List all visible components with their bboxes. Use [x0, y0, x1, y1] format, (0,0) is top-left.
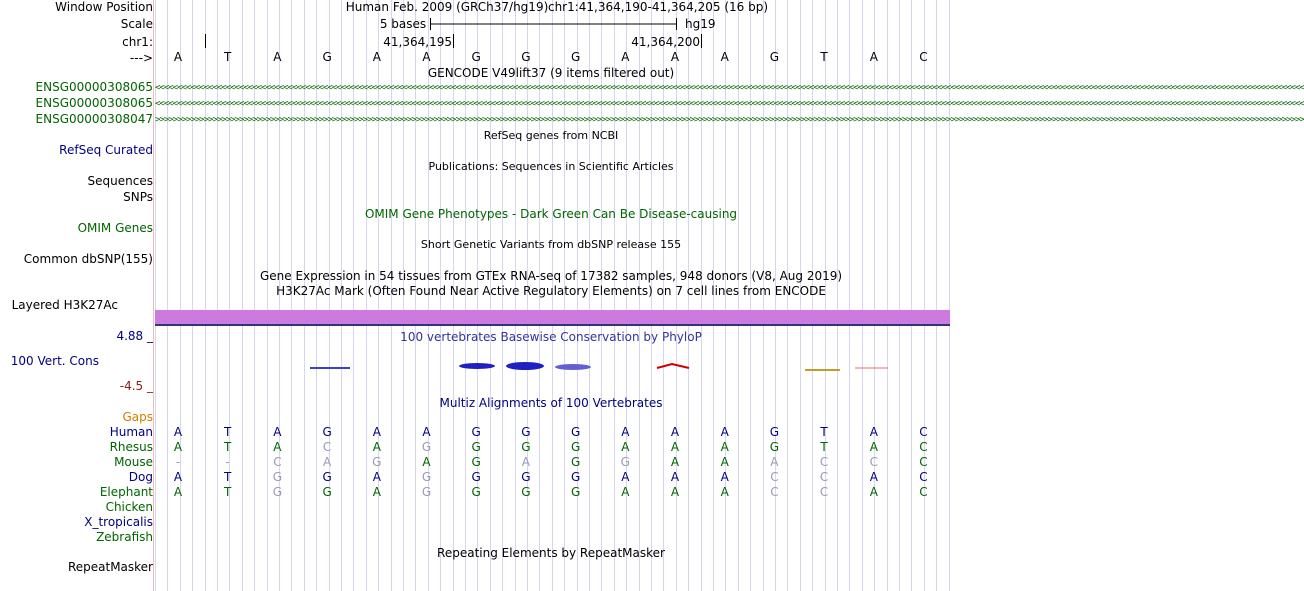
- cons-label[interactable]: 100 Vert. Cons: [10, 354, 99, 368]
- alignment-base: G: [421, 440, 432, 454]
- alignment-base: C: [919, 455, 928, 469]
- species-label-chicken[interactable]: Chicken: [105, 500, 153, 514]
- alignment-base: G: [521, 470, 531, 484]
- h3k27ac-baseline: [155, 324, 950, 326]
- alignment-base: C: [770, 470, 779, 484]
- alignment-base: G: [272, 485, 283, 499]
- cons-max-label: 4.88 _: [116, 329, 153, 343]
- coordinate-ticks: [155, 34, 950, 49]
- alignment-base: A: [670, 455, 680, 469]
- sequences-label[interactable]: Sequences: [87, 174, 153, 188]
- sequence-base: T: [224, 50, 232, 64]
- alignment-base: G: [471, 455, 481, 469]
- alignment-base: G: [272, 470, 283, 484]
- sequence-base: C: [919, 50, 928, 64]
- alignment-base: G: [471, 485, 481, 499]
- sequence-base: A: [422, 50, 431, 64]
- sequence-base: A: [173, 50, 183, 64]
- cons-min-label: -4.5 _: [119, 379, 153, 393]
- alignment-base: A: [422, 425, 431, 439]
- alignment-base: G: [570, 470, 581, 484]
- alignment-base: G: [570, 455, 581, 469]
- alignment-base: A: [621, 485, 630, 499]
- scale-db: hg19: [685, 17, 716, 31]
- species-label-elephant[interactable]: Elephant: [99, 485, 153, 499]
- gene-label-1[interactable]: ENSG00000308065: [35, 80, 153, 94]
- alignment-base: -: [175, 455, 181, 469]
- gtex-title: Gene Expression in 54 tissues from GTEx RNA-seq of 17382 samples, 948 donors (V8, Aug 2019): [259, 269, 843, 283]
- alignment-base: G: [521, 425, 531, 439]
- species-label-mouse[interactable]: Mouse: [114, 455, 153, 469]
- alignment-base: G: [421, 485, 432, 499]
- phylop-title: 100 vertebrates Basewise Conservation by PhyloP: [400, 330, 702, 344]
- multiz-title: Multiz Alignments of 100 Vertebrates: [439, 396, 663, 410]
- alignment-base: G: [769, 425, 780, 439]
- gencode-title: GENCODE V49lift37 (9 items filtered out): [427, 66, 675, 80]
- alignment-base: A: [869, 425, 878, 439]
- alignment-base: C: [273, 455, 282, 469]
- alignment-base: A: [670, 440, 680, 454]
- strand-arrow-label: --->: [129, 51, 153, 65]
- alignment-base: -: [225, 455, 230, 469]
- sequence-base: G: [769, 50, 780, 64]
- repeatmasker-title: Repeating Elements by RepeatMasker: [437, 546, 665, 560]
- coordinate-label-2: 41,364,200: [631, 35, 700, 49]
- alignment-base: A: [670, 470, 680, 484]
- track-labels: [0, 0, 153, 591]
- scale-label: Scale: [120, 17, 153, 31]
- alignment-base: A: [372, 440, 381, 454]
- alignment-base: C: [919, 470, 928, 484]
- sequence-base: G: [471, 50, 481, 64]
- alignment-base: A: [521, 455, 530, 469]
- refseq-title: RefSeq genes from NCBI: [483, 129, 619, 142]
- alignment-base: A: [372, 425, 381, 439]
- alignment-base: A: [670, 425, 680, 439]
- alignment-base: A: [720, 440, 729, 454]
- species-label-rhesus[interactable]: Rhesus: [109, 440, 153, 454]
- sequence-base: A: [720, 50, 729, 64]
- alignment-base: A: [173, 425, 183, 439]
- species-label-zebrafish[interactable]: Zebrafish: [96, 530, 153, 544]
- gaps-label[interactable]: Gaps: [122, 410, 153, 424]
- sequence-base: A: [869, 50, 878, 64]
- alignment-base: A: [720, 485, 729, 499]
- h3k27ac-label[interactable]: Layered H3K27Ac: [11, 298, 118, 312]
- alignment-base: C: [819, 470, 829, 484]
- refseq-label[interactable]: RefSeq Curated: [59, 143, 153, 157]
- omim-label[interactable]: OMIM Genes: [77, 221, 153, 235]
- alignment-base: G: [322, 485, 332, 499]
- alignment-base: G: [521, 440, 531, 454]
- coordinate-label-1: 41,364,195: [383, 35, 452, 49]
- gene-arrows-2[interactable]: <<<<<<<<<<<<<<<<<<<<<<<<<<<<<<<<<<<<<<<<<<<<<<<<<<<<<<<<<<<<<<<<<<<<<<<<<<<<<<<<<<<<<<<<<<<<<<<<<<<<<<<<<<<<<<<<<<<<<<<<<<<<<<<<<<<<<<<<<<<<<<<<<<<<<<<<<<<<<<<<<<<<<<<<<<<<<<<<<<<<<<<<<<<<<<<<<<<<<<<<<<<<<<<<<<<<<<<<<<<<<<<<<<<<<<<<<<<<<<<<<<<<<<<<<<<<<<<<<<<<: [155, 99, 1304, 109]
- sequence-base: G: [322, 50, 332, 64]
- sequence-base: A: [670, 50, 680, 64]
- chr-label: chr1:: [122, 35, 153, 49]
- gene-arrows-1[interactable]: <<<<<<<<<<<<<<<<<<<<<<<<<<<<<<<<<<<<<<<<<<<<<<<<<<<<<<<<<<<<<<<<<<<<<<<<<<<<<<<<<<<<<<<<<<<<<<<<<<<<<<<<<<<<<<<<<<<<<<<<<<<<<<<<<<<<<<<<<<<<<<<<<<<<<<<<<<<<<<<<<<<<<<<<<<<<<<<<<<<<<<<<<<<<<<<<<<<<<<<<<<<<<<<<<<<<<<<<<<<<<<<<<<<<<<<<<<<<<<<<<<<<<<<<<<<<<<<<<<<<: [155, 83, 1304, 93]
- alignment-base: G: [421, 470, 432, 484]
- repeatmasker-label[interactable]: RepeatMasker: [67, 560, 153, 574]
- window-position-text: chr1:41,364,190-41,364,205 (16 bp): [547, 0, 769, 14]
- label-separator: [153, 0, 154, 591]
- alignment-base: A: [869, 440, 878, 454]
- alignment-base: C: [869, 455, 878, 469]
- dbsnp-label[interactable]: Common dbSNP(155): [23, 252, 153, 266]
- alignment-base: G: [570, 425, 581, 439]
- alignment-base: A: [720, 425, 729, 439]
- alignment-base: A: [621, 470, 630, 484]
- alignment-base: A: [372, 470, 381, 484]
- phylop-logo: [155, 355, 950, 375]
- alignment-base: A: [869, 470, 878, 484]
- alignment-base: A: [173, 440, 183, 454]
- h3k27ac-signal-bar[interactable]: [155, 310, 950, 324]
- alignment-base: A: [273, 425, 282, 439]
- species-label-x-tropicalis[interactable]: X_tropicalis: [84, 515, 153, 529]
- sequence-base: A: [372, 50, 381, 64]
- alignment-base: T: [224, 470, 232, 484]
- alignment-base: A: [322, 455, 332, 469]
- snps-label[interactable]: SNPs: [123, 190, 153, 204]
- alignment-base: C: [819, 455, 829, 469]
- alignment-base: A: [770, 455, 779, 469]
- assembly-title: Human Feb. 2009 (GRCh37/hg19): [345, 0, 549, 14]
- alignment-base: A: [621, 440, 630, 454]
- alignment-base: G: [570, 440, 581, 454]
- alignment-base: A: [422, 455, 431, 469]
- scale-bar: [155, 17, 950, 31]
- alignment-base: G: [620, 455, 630, 469]
- alignment-base: T: [224, 485, 232, 499]
- alignment-base: A: [173, 485, 183, 499]
- alignment-base: C: [919, 485, 928, 499]
- alignment-base: A: [670, 485, 680, 499]
- publications-title: Publications: Sequences in Scientific Articles: [428, 160, 674, 173]
- alignment-base: C: [819, 485, 829, 499]
- alignment-base: G: [471, 425, 481, 439]
- scale-bar-text: 5 bases: [379, 17, 427, 31]
- alignment-base: G: [769, 440, 780, 454]
- alignment-base: A: [720, 470, 729, 484]
- alignment-base: T: [820, 440, 828, 454]
- alignment-base: T: [224, 425, 232, 439]
- species-label-dog[interactable]: Dog: [128, 470, 153, 484]
- h3k27ac-title: H3K27Ac Mark (Often Found Near Active Regulatory Elements) on 7 cell lines from ENCODE: [276, 284, 826, 298]
- alignment-base: G: [570, 485, 581, 499]
- alignment-base: T: [820, 425, 828, 439]
- gene-label-3[interactable]: ENSG00000308047: [35, 112, 153, 126]
- window-position-label: Window Position: [55, 0, 153, 14]
- gene-arrows-3[interactable]: >>>>>>>>>>>>>>>>>>>>>>>>>>>>>>>>>>>>>>>>>>>>>>>>>>>>>>>>>>>>>>>>>>>>>>>>>>>>>>>>>>>>>>>>>>>>>>>>>>>>>>>>>>>>>>>>>>>>>>>>>>>>>>>>>>>>>>>>>>>>>>>>>>>>>>>>>>>>>>>>>>>>>>>>>>>>>>>>>>>>>>>>>>>>>>>>>>>>>>>>>>>>>>>>>>>>>>>>>>>>>>>>>>>>>>>>>>>>>>>>>>>>>>>>>>>>>>>>>>>>: [155, 115, 1304, 125]
- sequence-base: G: [570, 50, 581, 64]
- alignment-base: A: [720, 455, 729, 469]
- alignment-base: C: [770, 485, 779, 499]
- alignment-base: C: [322, 440, 332, 454]
- sequence-base: A: [273, 50, 282, 64]
- alignment-base: G: [471, 440, 481, 454]
- alignment-base: C: [919, 425, 928, 439]
- alignment-base: A: [173, 470, 183, 484]
- dbsnp-title: Short Genetic Variants from dbSNP release 155: [420, 238, 682, 251]
- alignment-base: G: [322, 425, 332, 439]
- track-image[interactable]: [155, 0, 1304, 591]
- species-label-human[interactable]: Human: [109, 425, 153, 439]
- gene-label-2[interactable]: ENSG00000308065: [35, 96, 153, 110]
- alignment-base: A: [372, 485, 381, 499]
- alignment-base: T: [224, 440, 232, 454]
- sequence-base: T: [820, 50, 828, 64]
- alignment-base: A: [869, 485, 878, 499]
- alignment-base: G: [471, 470, 481, 484]
- alignment-base: A: [621, 425, 630, 439]
- omim-title: OMIM Gene Phenotypes - Dark Green Can Be Disease-causing: [364, 207, 738, 221]
- alignment-base: G: [322, 470, 332, 484]
- alignment-base: C: [919, 440, 928, 454]
- sequence-base: A: [621, 50, 630, 64]
- alignment-base: A: [273, 440, 282, 454]
- alignment-base: G: [521, 485, 531, 499]
- sequence-base: G: [521, 50, 531, 64]
- alignment-base: G: [372, 455, 382, 469]
